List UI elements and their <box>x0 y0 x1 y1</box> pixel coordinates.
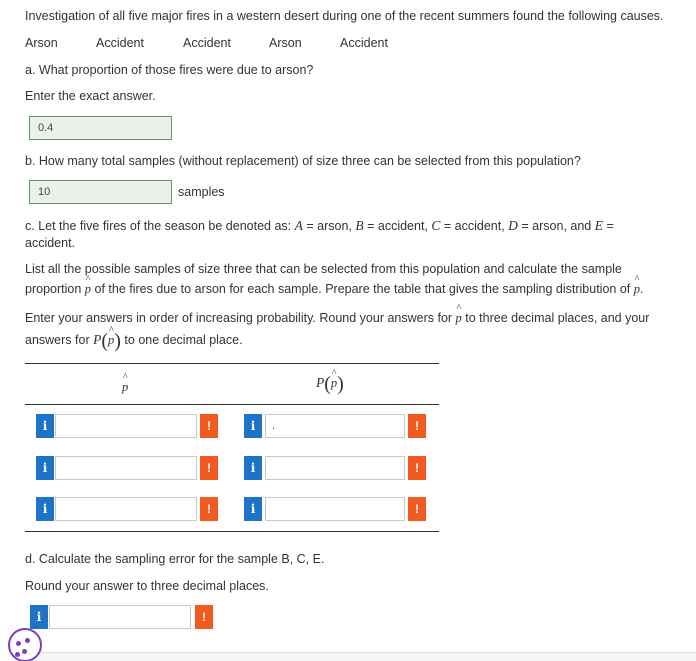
problem-intro: Investigation of all five major fires in a western desert during one of the recent summers found the following causes. <box>25 9 664 23</box>
next-section-panel <box>25 652 696 661</box>
phat-input-row-2[interactable] <box>55 456 197 480</box>
part-c-definitions: c. Let the five fires of the season be denoted as: A = arson, B = accident, C = accident, D = arson, and E = <box>25 218 614 233</box>
warning-icon[interactable]: ! <box>408 456 426 480</box>
p-hat-symbol: ^ p <box>84 274 92 296</box>
table-header-rule <box>25 404 439 405</box>
var-c: C <box>431 218 441 233</box>
warning-icon[interactable]: ! <box>200 456 218 480</box>
part-c-line2: accident. <box>25 236 76 250</box>
part-d-question: d. Calculate the sampling error for the sample B, C, E. <box>25 552 325 566</box>
def-a: arson, <box>317 219 352 233</box>
part-c-list-line1: List all the possible samples of size three that can be selected from this population and calculate the sample <box>25 262 622 276</box>
def-c: accident, <box>454 219 505 233</box>
table-top-rule <box>25 363 439 364</box>
P-symbol: P <box>93 332 102 347</box>
column-header-probability: P( ^ p) <box>316 368 344 395</box>
part-a-answer-input[interactable]: 0.4 <box>29 116 172 140</box>
part-a-question: a. What proportion of those fires were due to arson? <box>25 63 314 77</box>
table-bottom-rule <box>25 531 439 532</box>
prob-input-row-2[interactable] <box>265 456 405 480</box>
cause-1: Arson <box>25 36 58 50</box>
warning-icon[interactable]: ! <box>195 605 213 629</box>
part-d-answer-input[interactable] <box>49 605 191 629</box>
warning-icon[interactable]: ! <box>408 414 426 438</box>
part-b-unit: samples <box>178 185 225 199</box>
warning-icon[interactable]: ! <box>200 497 218 521</box>
def-b: accident, <box>377 219 428 233</box>
p-hat-symbol: ^ p <box>108 325 115 347</box>
prob-input-row-1[interactable]: . <box>265 414 405 438</box>
part-c-enter-line2: answers for P( ^ p) to one decimal place. <box>25 325 243 352</box>
def-d: arson, and <box>532 219 592 233</box>
var-a: A <box>294 218 303 233</box>
cause-5: Accident <box>340 36 388 50</box>
var-e: E <box>594 218 603 233</box>
phat-input-row-3[interactable] <box>55 497 197 521</box>
info-icon[interactable]: i <box>36 497 54 521</box>
part-c-lead: c. Let the five fires of the season be denoted as: <box>25 219 292 233</box>
info-icon[interactable]: i <box>30 605 48 629</box>
part-b-question: b. How many total samples (without replacement) of size three can be selected from this population? <box>25 154 581 168</box>
part-d-instruction: Round your answer to three decimal places. <box>25 579 269 593</box>
var-d: D <box>508 218 518 233</box>
text-proportion: proportion <box>25 282 82 296</box>
cause-2: Accident <box>96 36 144 50</box>
column-header-phat: ^ p <box>122 372 129 394</box>
cookie-settings-icon[interactable] <box>8 628 42 661</box>
part-c-enter-line1: Enter your answers in order of increasing probability. Round your answers for ^ p to three decimal places, and your <box>25 303 650 325</box>
p-hat-symbol: ^ p <box>455 303 462 325</box>
warning-icon[interactable]: ! <box>408 497 426 521</box>
cause-3: Accident <box>183 36 231 50</box>
part-c-list-line2: proportion ^ p of the fires due to arson for each sample. Prepare the table that gives the sampling distribution of ^ p. <box>25 274 644 296</box>
part-b-answer-input[interactable]: 10 <box>29 180 172 204</box>
part-a-instruction: Enter the exact answer. <box>25 89 156 103</box>
prob-input-row-3[interactable] <box>265 497 405 521</box>
info-icon[interactable]: i <box>36 414 54 438</box>
warning-icon[interactable]: ! <box>200 414 218 438</box>
var-b: B <box>355 218 364 233</box>
p-hat-symbol: ^ p <box>633 274 640 296</box>
cause-4: Arson <box>269 36 302 50</box>
info-icon[interactable]: i <box>244 414 262 438</box>
info-icon[interactable]: i <box>244 456 262 480</box>
text-sampling-dist: of the fires due to arson for each sample. Prepare the table that gives the sampling distribution of <box>94 282 631 296</box>
info-icon[interactable]: i <box>244 497 262 521</box>
phat-input-row-1[interactable] <box>55 414 197 438</box>
info-icon[interactable]: i <box>36 456 54 480</box>
